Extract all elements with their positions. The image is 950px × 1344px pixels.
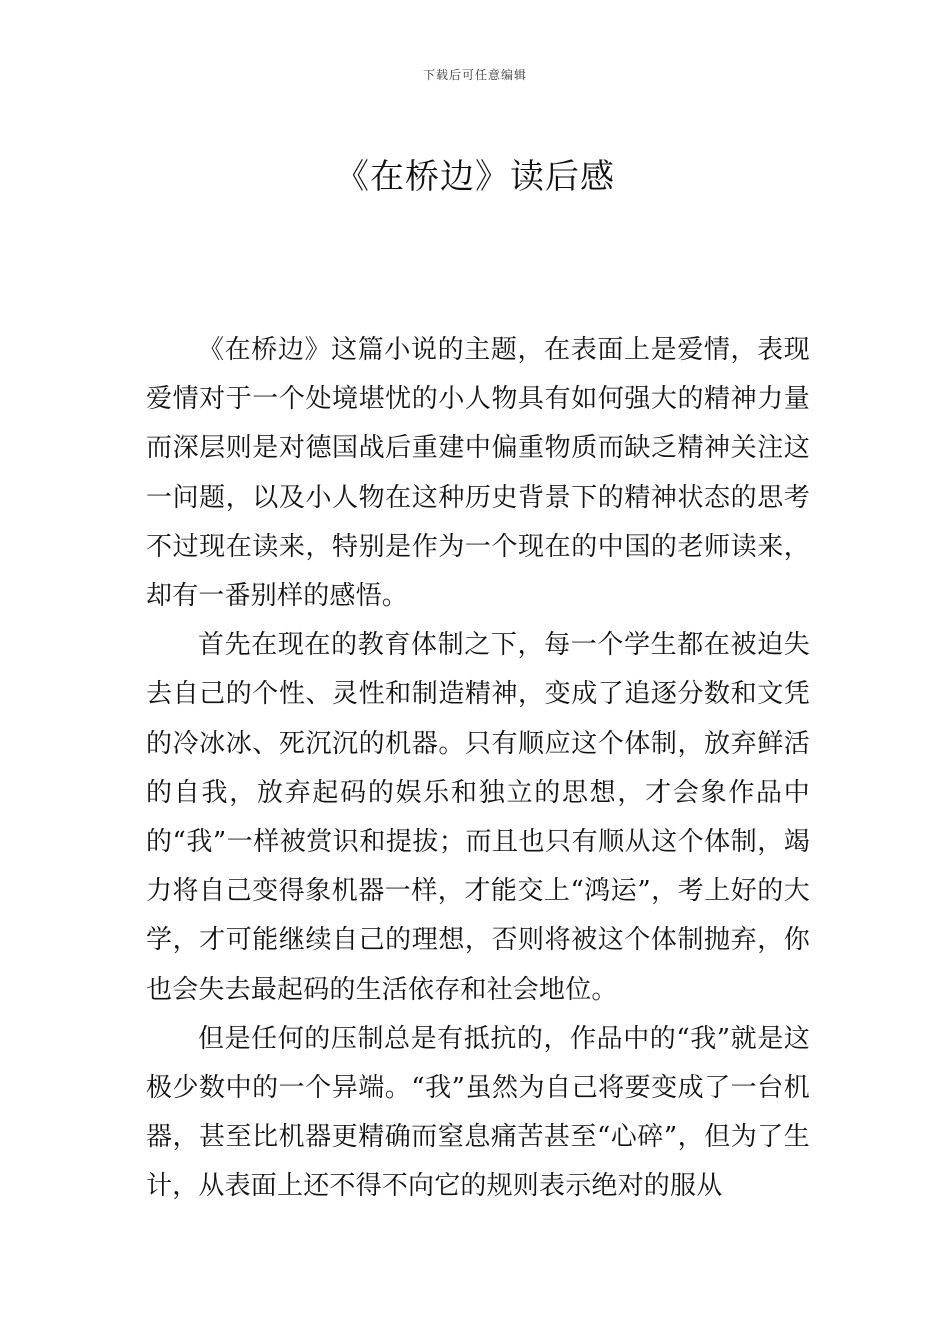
paragraph-2: 首先在现在的教育体制之下，每一个学生都在被迫失去自己的个性、灵性和制造精神，变成了追逐分数和文凭的冷冰冰、死沉沉的机器。只有顺应这个体制，放弃鲜活的自我，放弃起码的娱乐和独立的思想，才会象作品中的“我”一样被赏识和提拔；而且也只有顺从这个体制，竭力将自己变得象机器一样，才能交上“鸿运”，考上好的大学，才可能继续自己的理想，否则将被这个体制抛弃，你也会失去最起码的生活依存和社会地位。	[146, 630, 810, 1005]
paragraph-3: 但是任何的压制总是有抵抗的，作品中的“我”就是这极少数中的一个异端。“我”虽然为自己将要变成了一台机器，甚至比机器更精确而窒息痛苦甚至“心碎”，但为了生计，从表面上还不得不向它的规则表示绝对的服从	[146, 1023, 810, 1202]
document-body	[146, 326, 810, 1212]
paragraph-1: 《在桥边》这篇小说的主题，在表面上是爱情，表现爱情对于一个处境堪忧的小人物具有如何强大的精神力量而深层则是对德国战后重建中偏重物质而缺乏精神关注这一问题，以及小人物在这种历史背景下的精神状态的思考不过现在读来，特别是作为一个现在的中国的老师读来，却有一番别样的感悟。	[146, 335, 810, 612]
header-note: 下载后可任意编辑	[422, 68, 527, 82]
document-title: 《在桥边》读后感	[335, 156, 615, 197]
